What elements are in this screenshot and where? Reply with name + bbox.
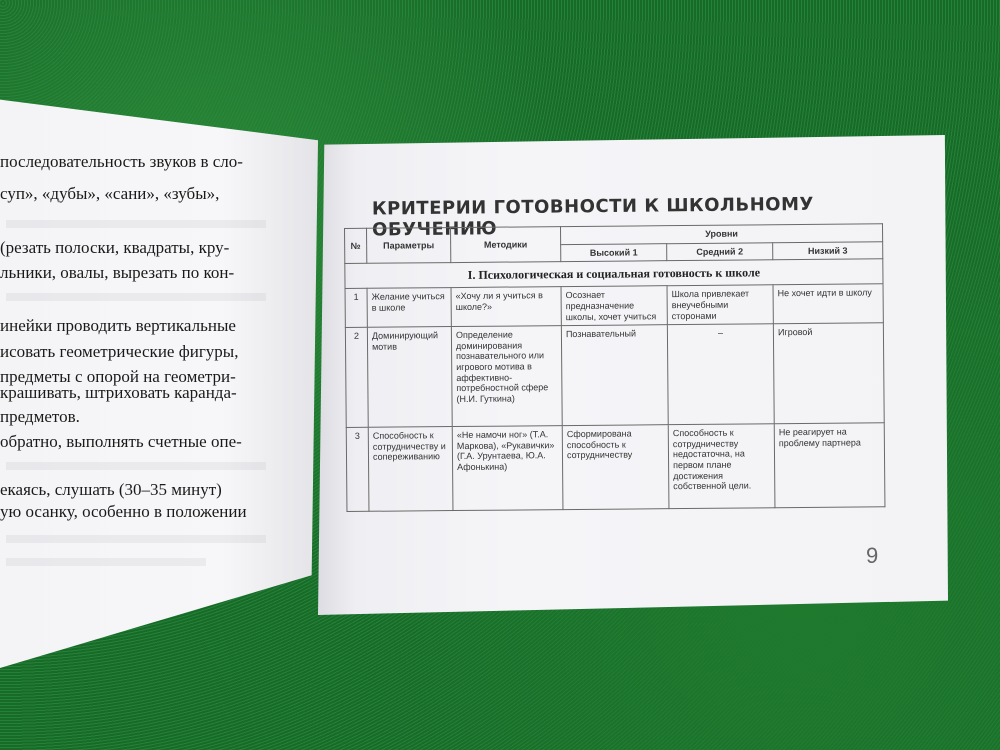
section-title: I. Психологическая и социальная готовность к школе [345,259,883,289]
row-mid: Школа привлекает внеучебными сторонами [667,285,773,325]
table-row [345,284,883,328]
left-faded-line [6,535,266,543]
row-method: Определение доминирования познавательного или игрового мотива в аффективно-потребностной сфере (Н.И. Гуткина) [451,326,562,427]
row-num: 2 [345,328,368,428]
row-num: 1 [345,289,367,328]
header-params: Параметры [367,228,451,264]
left-faded-line [6,558,206,566]
header-num: № [345,228,367,263]
left-faded-line [6,462,266,470]
header-mid: Средний 2 [667,242,773,261]
criteria-table [344,223,885,512]
table-row [345,323,884,428]
row-high: Осознает предназначение школы, хочет учиться [561,286,667,326]
left-text-line: обратно, выполнять счетные опе- [0,432,242,451]
row-param: Способность к сотрудничеству и сопереживанию [368,427,453,512]
table-row [346,423,885,512]
left-text-line: ую осанку, особенно в положении [0,502,247,521]
row-num: 3 [346,427,369,511]
left-faded-line [6,293,266,301]
left-text-line: суп», «дубы», «сани», «зубы», [0,184,220,203]
row-high: Сформирована способность к сотрудничеству [562,425,669,510]
row-method: «Не намочи ног» (Т.А. Маркова), «Рукавички» (Г.А. Урунтаева, Ю.А. Афонькина) [452,426,563,511]
row-mid: Способность к сотрудничеству недостаточна, на первом плане достижения собственной цели. [668,424,775,509]
page-title: КРИТЕРИИ ГОТОВНОСТИ К ШКОЛЬНОМУ ОБУЧЕНИЮ [371,193,814,241]
header-low: Низкий 3 [773,241,883,260]
left-text-line: предметы с опорой на геометри- [0,367,236,386]
row-low: Игровой [773,323,884,424]
header-methods: Методики [451,227,561,263]
left-text-line: предметов. [0,407,80,426]
left-text-line: льники, овалы, вырезать по кон- [0,263,235,282]
left-text-line: екаясь, слушать (30–35 минут) [0,480,222,499]
row-high: Познавательный [561,325,668,426]
row-low: Не хочет идти в школу [773,284,883,324]
header-high: Высокий 1 [561,243,667,262]
header-levels: Уровни [560,224,882,244]
row-param: Желание учиться в школе [367,288,451,328]
row-low: Не реагирует на проблему партнера [774,423,885,508]
left-text-line: последовательность звуков в сло- [0,152,243,171]
left-text-line: (резать полоски, квадраты, кру- [0,238,230,257]
page-number: 9 [866,543,879,568]
row-method: «Хочу ли я учиться в школе?» [451,287,561,327]
row-mid: – [667,324,774,425]
left-text-line: инейки проводить вертикальные [0,316,236,335]
left-text-line: исовать геометрические фигуры, [0,342,239,361]
left-faded-line [6,220,266,228]
left-text-line: крашивать, штриховать каранда- [0,383,237,402]
row-param: Доминирующий мотив [367,327,452,428]
